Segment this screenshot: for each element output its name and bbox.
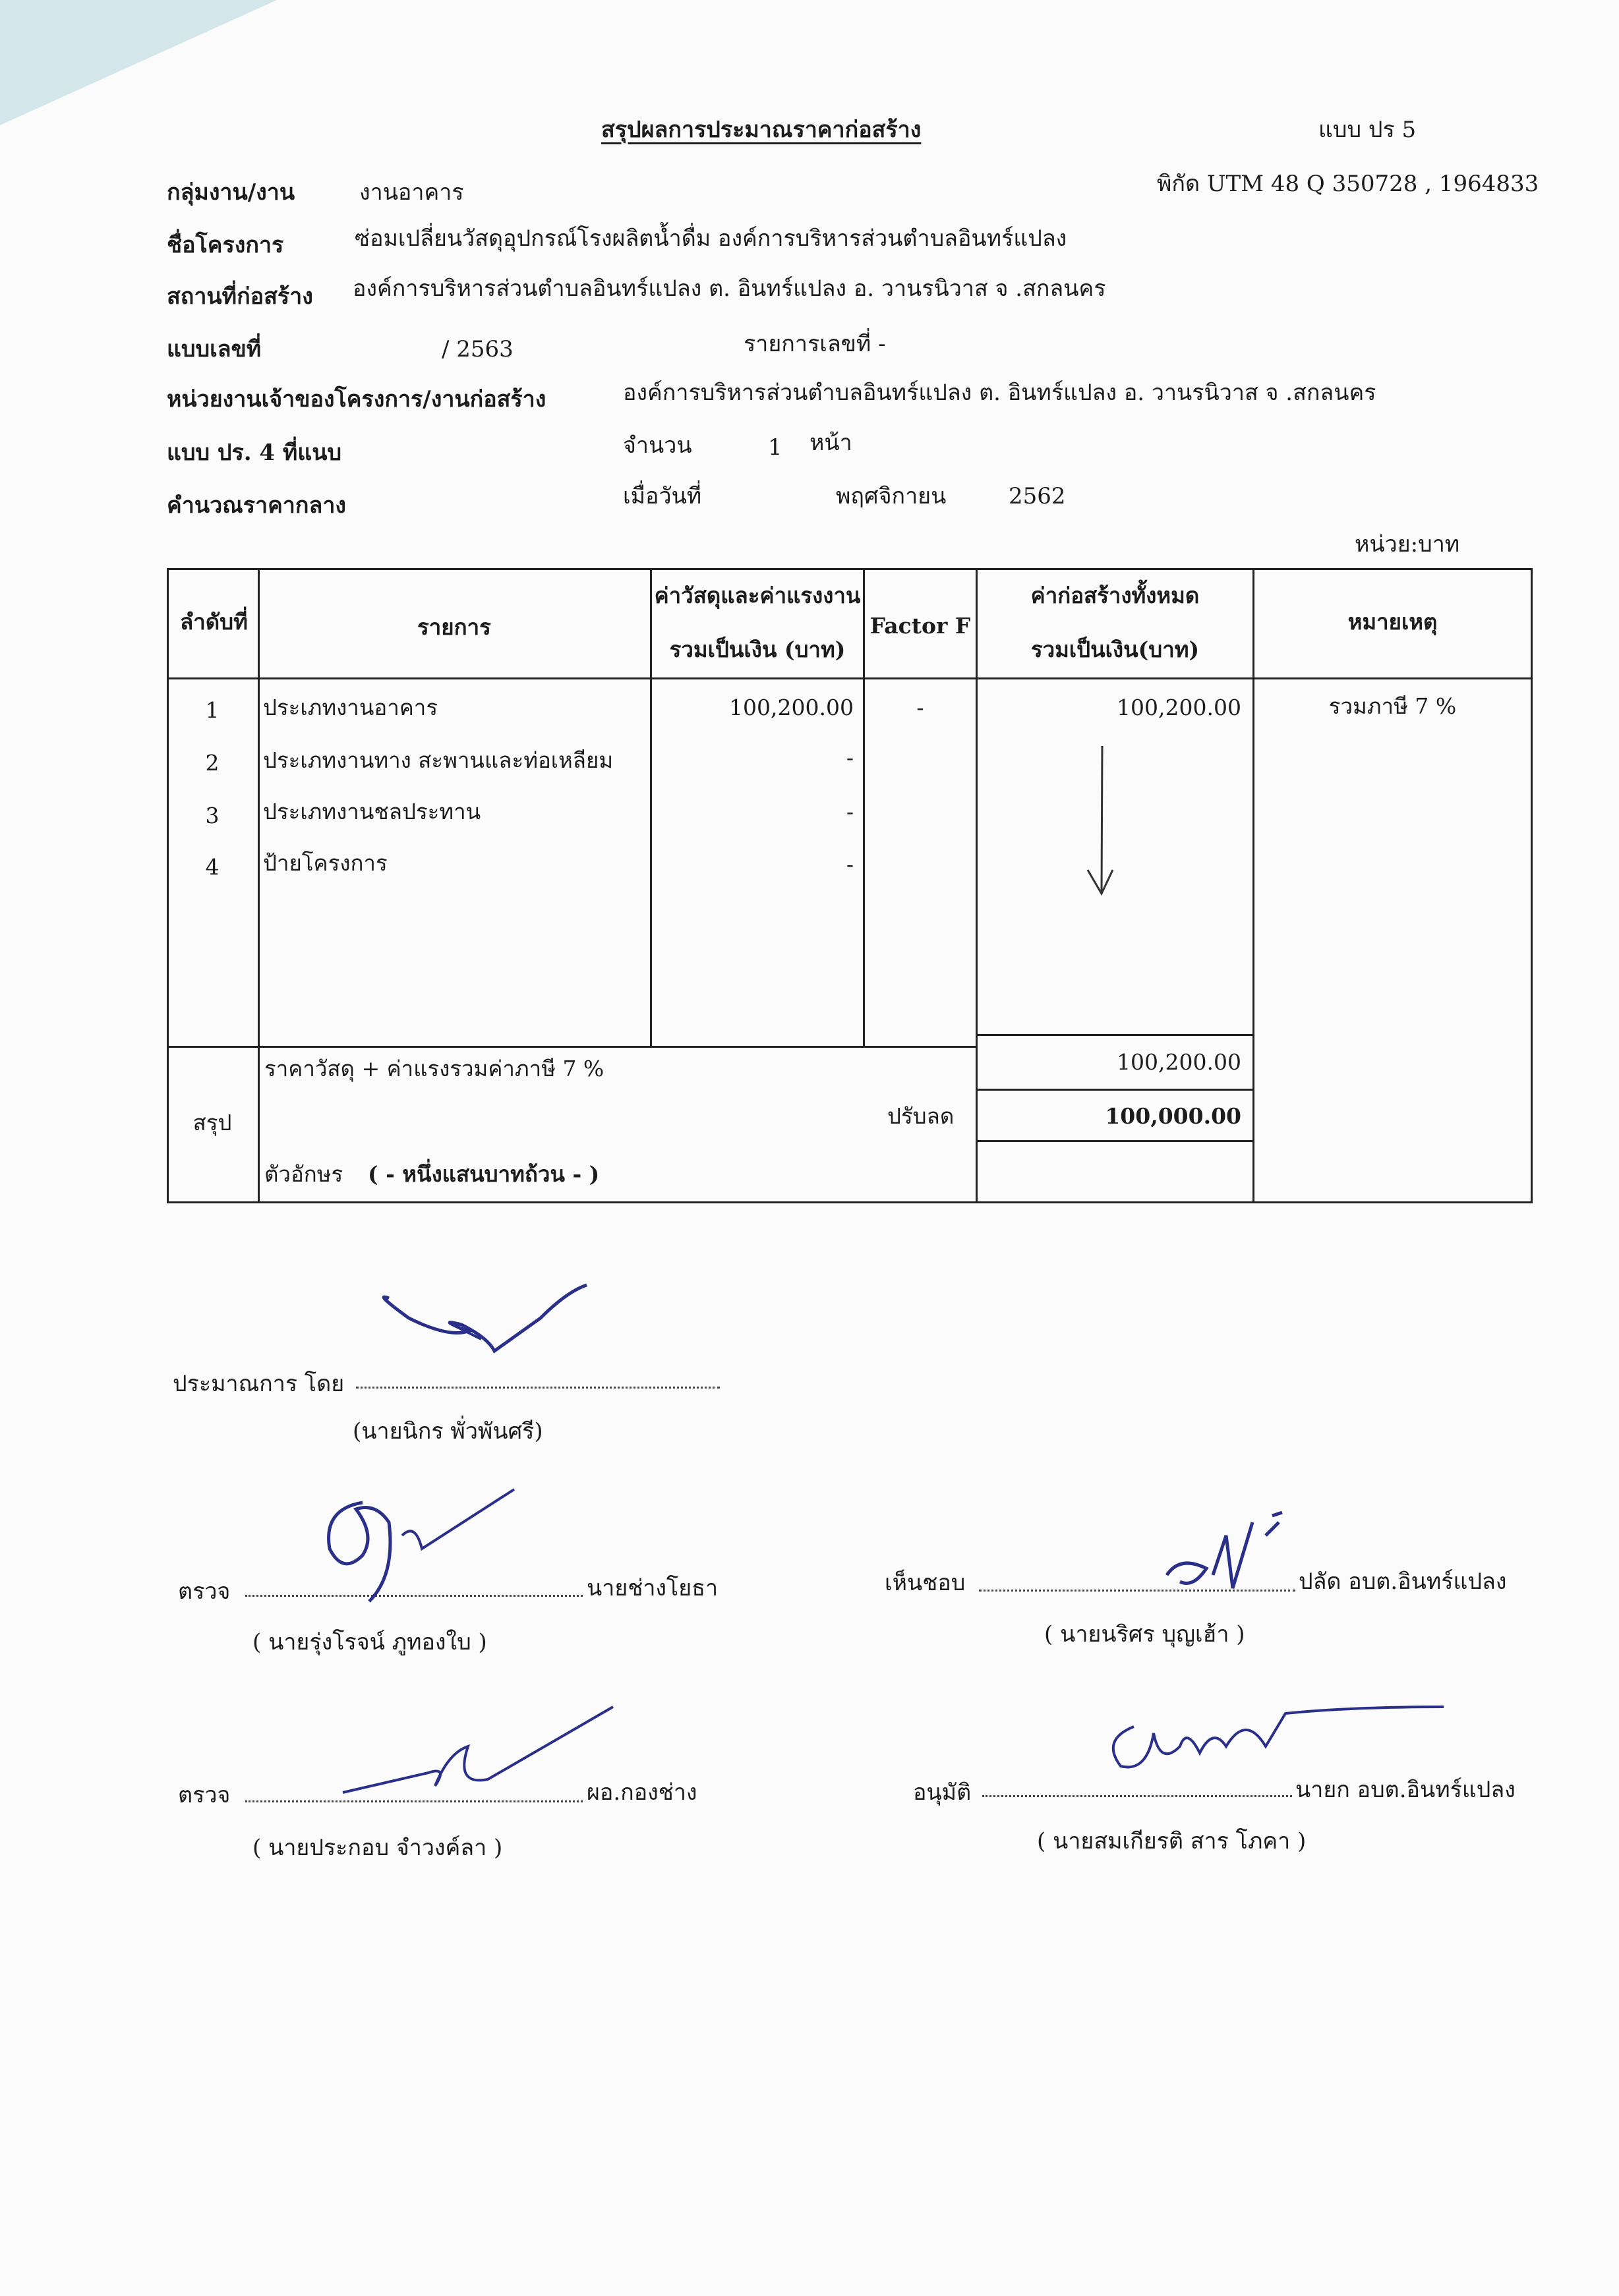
summary-label: สรุป xyxy=(192,1110,232,1135)
header-total-line2: รวมเป็นเงิน(บาท) xyxy=(1030,637,1200,662)
row1-factor: - xyxy=(916,695,924,720)
header-seq: ลำดับที่ xyxy=(180,609,248,635)
check2-name: ( นายประกอบ จำวงค์ลา ) xyxy=(252,1835,503,1861)
approve-title: นายก อบต.อินทร์แปลง xyxy=(1295,1777,1516,1803)
agree-name: ( นายนริศร บุญเฮ้า ) xyxy=(1044,1621,1245,1648)
attach-label: แบบ ปร. 4 ที่แนบ xyxy=(167,440,342,466)
header-factor: Factor F xyxy=(869,613,971,639)
estimator-signature xyxy=(369,1278,620,1384)
row4-seq: 4 xyxy=(205,854,220,880)
check2-label: ตรวจ xyxy=(178,1782,231,1808)
owner-value: องค์การบริหารส่วนตำบลอินทร์แปลง ต. อินทร์แปลง อ. วานรนิวาส จ .สกลนคร xyxy=(623,380,1376,406)
col-line-seq xyxy=(258,568,260,1203)
header-remark: หมายเหตุ xyxy=(1347,609,1438,635)
approve-signature xyxy=(1088,1687,1457,1806)
row3-seq: 3 xyxy=(205,803,220,828)
group-label: กลุ่มงาน/งาน xyxy=(167,179,295,206)
words-value: ( - หนึ่งแสนบาทถ้วน - ) xyxy=(368,1161,600,1187)
summary-divider-left xyxy=(167,1046,978,1048)
date-year: 2562 xyxy=(1009,483,1066,509)
row1-material: 100,200.00 xyxy=(729,695,854,720)
group-value: งานอาคาร xyxy=(359,179,464,206)
agree-title: ปลัด อบต.อินทร์แปลง xyxy=(1299,1568,1507,1595)
row1-remark: รวมภาษี 7 % xyxy=(1328,693,1457,719)
header-material-line1: ค่าวัสดุและค่าแรงงาน xyxy=(654,583,861,608)
check1-name: ( นายรุ่งโรจน์ ภูทองใบ ) xyxy=(252,1629,487,1655)
approve-name: ( นายสมเกียรติ สาร โภคา ) xyxy=(1037,1828,1307,1854)
check1-title: นายช่างโยธา xyxy=(587,1575,719,1601)
date-label: เมื่อวันที่ xyxy=(623,483,702,509)
row2-seq: 2 xyxy=(205,750,220,776)
summary-table xyxy=(167,568,1533,1203)
reduced-total: 100,000.00 xyxy=(1105,1103,1241,1129)
page-title: สรุปผลการประมาณราคาก่อสร้าง xyxy=(601,117,922,143)
drawing-label: แบบเลขที่ xyxy=(167,336,262,362)
estimator-sign-line xyxy=(356,1387,720,1389)
item-number: รายการเลขที่ - xyxy=(744,331,886,357)
agree-label: เห็นชอบ xyxy=(885,1570,966,1596)
header-material-line2: รวมเป็นเงิน (บาท) xyxy=(669,637,846,662)
check1-label: ตรวจ xyxy=(178,1578,231,1605)
table-border-bottom xyxy=(167,1201,1533,1203)
date-month: พฤศจิกายน xyxy=(836,483,947,509)
approve-label: อนุมัติ xyxy=(913,1779,972,1806)
header-item: รายการ xyxy=(417,614,491,640)
header-total-line1: ค่าก่อสร้างทั้งหมด xyxy=(1030,583,1200,608)
estimator-name: (นายนิกร พั่วพันศรี) xyxy=(353,1418,543,1445)
row4-item: ป้ายโครงการ xyxy=(263,850,388,876)
site-value: องค์การบริหารส่วนตำบลอินทร์แปลง ต. อินทร์แปลง อ. วานรนิวาส จ .สกลนคร xyxy=(353,275,1106,302)
check2-title: ผอ.กองช่าง xyxy=(587,1779,697,1806)
attach-unit: หน้า xyxy=(810,430,852,456)
agree-signature xyxy=(1154,1496,1312,1601)
summary-divider-total-mid xyxy=(976,1089,1254,1091)
down-arrow-icon xyxy=(1081,745,1121,903)
reduced-label: ปรับลด xyxy=(887,1103,955,1129)
row2-material: - xyxy=(846,745,854,770)
table-border-right xyxy=(1531,568,1533,1203)
scan-corner-shade xyxy=(0,0,277,125)
summary-divider-total-bottom xyxy=(976,1140,1254,1142)
project-value: ซ่อมเปลี่ยนวัสดุอุปกรณ์โรงผลิตน้ำดื่ม องค์การบริหารส่วนตำบลอินทร์แปลง xyxy=(355,225,1067,252)
form-code: แบบ ปร 5 xyxy=(1318,117,1417,143)
header-divider xyxy=(167,677,1533,679)
row1-total: 100,200.00 xyxy=(1117,695,1241,720)
calc-label: คำนวณราคากลาง xyxy=(167,492,347,519)
owner-label: หน่วยงานเจ้าของโครงการ/งานก่อสร้าง xyxy=(167,386,546,413)
attach-count-label: จำนวน xyxy=(623,432,692,459)
estimator-label: ประมาณการ โดย xyxy=(173,1371,345,1397)
table-border-left xyxy=(167,568,169,1203)
attach-count: 1 xyxy=(768,434,782,461)
unit-label: หน่วย:บาท xyxy=(1355,531,1460,558)
row1-item: ประเภทงานอาคาร xyxy=(263,695,438,720)
row3-item: ประเภทงานชลประทาน xyxy=(263,799,481,824)
col-line-material xyxy=(863,568,865,1048)
table-border-top xyxy=(167,568,1533,570)
summary-line1: ราคาวัสดุ + ค่าแรงรวมค่าภาษี 7 % xyxy=(264,1056,604,1081)
summary-divider-total-top xyxy=(976,1034,1254,1036)
drawing-value: / 2563 xyxy=(442,336,514,362)
row2-item: ประเภทงานทาง สะพานและท่อเหลียม xyxy=(263,747,614,773)
check1-signature xyxy=(316,1483,541,1615)
words-label: ตัวอักษร xyxy=(264,1161,343,1187)
row3-material: - xyxy=(846,799,854,824)
coordinates: พิกัด UTM 48 Q 350728 , 1964833 xyxy=(1157,171,1539,197)
project-label: ชื่อโครงการ xyxy=(167,232,284,258)
check2-signature xyxy=(336,1700,626,1806)
summary-total: 100,200.00 xyxy=(1117,1049,1241,1075)
row1-seq: 1 xyxy=(205,697,220,723)
row4-material: - xyxy=(846,851,854,877)
col-line-total xyxy=(1252,568,1254,1203)
site-label: สถานที่ก่อสร้าง xyxy=(167,283,313,310)
